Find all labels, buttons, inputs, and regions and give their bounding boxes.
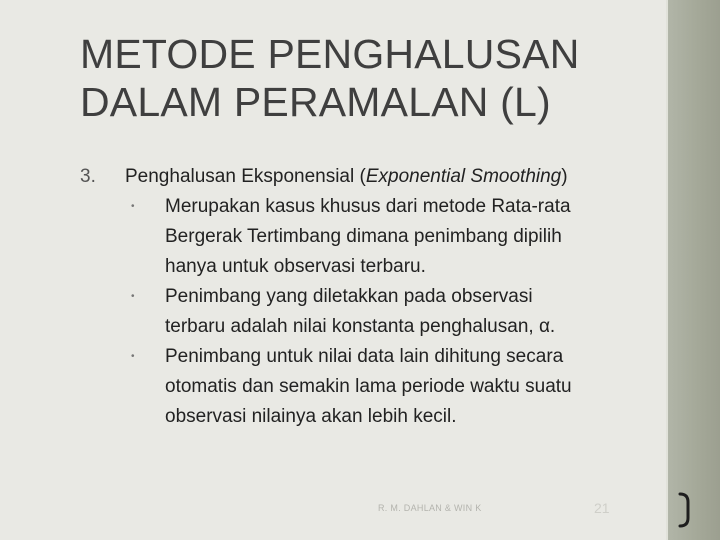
bullet-list: [80, 192, 690, 432]
item-text-suffix: ): [561, 166, 568, 187]
bullet-line: terbaru adalah nilai konstanta penghalusan, α.: [165, 316, 556, 337]
bullet-icon: •: [131, 291, 135, 302]
bullet-line: hanya untuk observasi terbaru.: [165, 256, 426, 277]
bracket-icon: [672, 490, 696, 530]
item-text-prefix: Penghalusan Eksponensial (: [125, 166, 366, 187]
slide-content: [80, 162, 690, 432]
slide-title-line-2: DALAM PERAMALAN (L): [80, 79, 551, 125]
numbered-item-3: [80, 162, 690, 192]
bullet-item-2: [80, 282, 685, 342]
bullet-icon: •: [131, 351, 135, 362]
bullet-item-3: [80, 342, 685, 432]
item-text-italic: Exponential Smoothing: [365, 166, 562, 187]
bullet-line: otomatis dan semakin lama periode waktu suatu: [165, 376, 572, 397]
page-number: 21: [594, 500, 610, 516]
bullet-icon: •: [131, 201, 135, 212]
bullet-line: Merupakan kasus khusus dari metode Rata-rata: [165, 196, 571, 217]
item-number: 3.: [80, 166, 96, 187]
bullet-line: Penimbang yang diletakkan pada observasi: [165, 286, 533, 307]
bullet-line: Bergerak Tertimbang dimana penimbang dipilih: [165, 226, 562, 247]
bullet-line: Penimbang untuk nilai data lain dihitung secara: [165, 346, 564, 367]
bullet-line: observasi nilainya akan lebih kecil.: [165, 406, 457, 427]
slide-title-line-1: METODE PENGHALUSAN: [80, 31, 580, 77]
bullet-item-1: [80, 192, 685, 282]
slide-title: [80, 30, 660, 126]
footer-author: R. M. DAHLAN & WIN K: [378, 503, 482, 513]
